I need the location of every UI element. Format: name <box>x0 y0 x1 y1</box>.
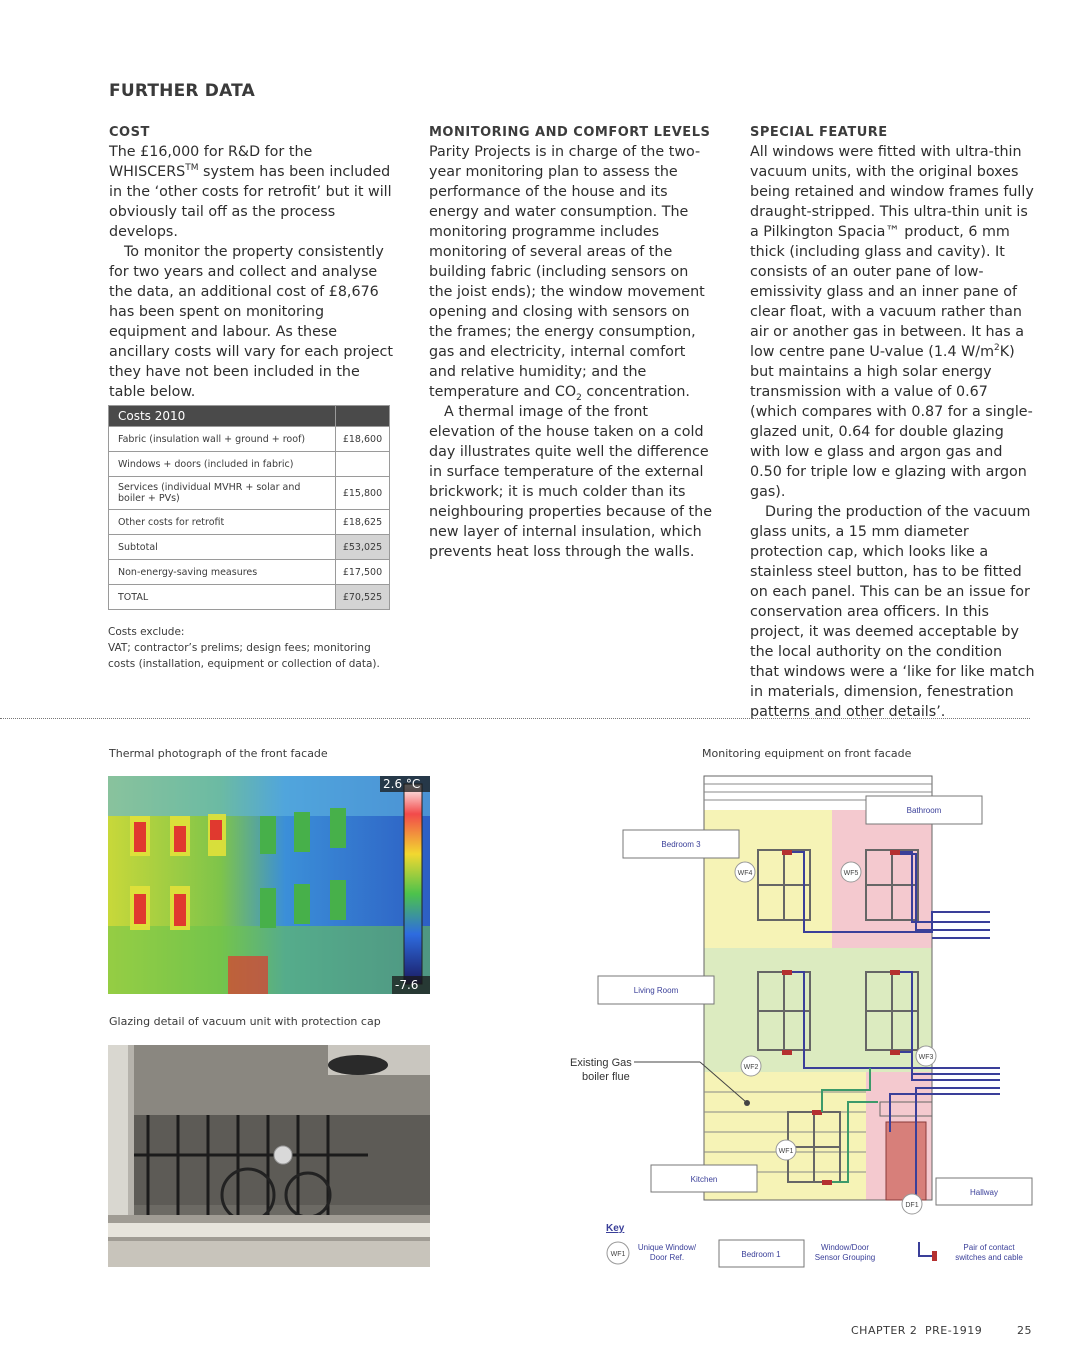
sensor-wf4: WF4 <box>737 870 753 877</box>
page-number: 25 <box>1017 1324 1032 1337</box>
thermal-image <box>108 776 430 994</box>
costs-note-title: Costs exclude: <box>108 626 185 638</box>
sensor-wf1: WF1 <box>778 1148 794 1155</box>
key-title: Key <box>606 1223 625 1234</box>
table-cell-value: £53,025 <box>336 535 390 560</box>
table-cell-label: Subtotal <box>109 535 336 560</box>
special-feature-heading: SPECIAL FEATURE <box>750 125 888 140</box>
sensor-df1: DF1 <box>905 1202 919 1209</box>
cost-paragraph-2: To monitor the property consistently for two years and collect and analyse the data, an additional cost of £8,676 has been spent on monitoring equipment and labour. As these ancillary costs will vary for each project they have not been included in the table below. <box>109 244 394 400</box>
table-cell-label: Non-energy-saving measures <box>109 560 336 585</box>
table-cell-label: Services (individual MVHR + solar and boiler + PVs) <box>109 477 336 510</box>
cost-paragraph-1: The £16,000 for R&D for the WHISCERS™ system has been included in the ‘other costs for retrofit’ but it will obviously tail off as the process develops. <box>109 144 392 240</box>
table-row <box>109 427 390 452</box>
sensor-wf2: WF2 <box>743 1064 759 1071</box>
room-label-bathroom: Bathroom <box>906 806 942 815</box>
room-label-living: Living Room <box>633 986 679 995</box>
table-cell-value: £15,800 <box>336 477 390 510</box>
costs-note <box>108 624 393 672</box>
room-label-bedroom3: Bedroom 3 <box>661 840 701 849</box>
thermal-caption: Thermal photograph of the front facade <box>109 747 328 760</box>
key-contact-line2: switches and cable <box>955 1253 1023 1262</box>
table-cell-label: Fabric (insulation wall + ground + roof) <box>109 427 336 452</box>
boiler-label-line1: Existing Gas <box>570 1057 632 1069</box>
room-label-hallway: Hallway <box>969 1188 999 1197</box>
table-row <box>109 510 390 535</box>
key-contact-line1: Pair of contact <box>963 1243 1015 1252</box>
page-title: FURTHER DATA <box>109 81 255 101</box>
cost-heading: COST <box>109 125 150 140</box>
footer-chapter: CHAPTER 2 <box>851 1324 918 1337</box>
special-paragraph-1: All windows were fitted with ultra-thin vacuum units, with the original boxes being retained and window frames fully draught-stripped. This ultra-thin unit is a Pilkington Spacia™ product, 6 mm thick (including glass and cavity). It consists of an outer pane of low-emissivity glass and an inner pane of clear float, with a vacuum rather than air or another gas in between. It has a low centre pane U-value (1.4 $W/m^2K$) but maintains a high solar energy transmission with a value of 0.67 (which compares with 0.87 for a single-glazed unit, 0.64 for double glazing with low e glass and argon gas and 0.50 for triple low e glazing with argon gas). <box>750 144 1034 500</box>
room-label-kitchen: Kitchen <box>690 1175 718 1184</box>
monitoring-caption: Monitoring equipment on front facade <box>702 747 912 760</box>
boiler-flue-marker <box>744 1100 750 1106</box>
table-cell-label: Windows + doors (included in fabric) <box>109 452 336 477</box>
monitoring-column <box>429 124 714 562</box>
costs-table-title: Costs 2010 <box>109 406 336 427</box>
table-cell-label: TOTAL <box>109 585 336 610</box>
table-row <box>109 585 390 610</box>
glazing-photograph <box>108 1045 430 1267</box>
table-cell-value: £18,625 <box>336 510 390 535</box>
costs-table-header-blank <box>336 406 390 427</box>
table-row <box>109 452 390 477</box>
key-ref-line1: Unique Window/ <box>637 1243 697 1252</box>
thermal-photograph <box>108 776 430 994</box>
footer-section: PRE-1919 <box>925 1324 983 1337</box>
table-cell-value: £17,500 <box>336 560 390 585</box>
glazing-caption: Glazing detail of vacuum unit with protection cap <box>109 1015 381 1028</box>
table-cell-value <box>336 452 390 477</box>
monitoring-paragraph-1: Parity Projects is in charge of the two-year monitoring plan to assess the performance of the house and its energy and water consumption. The monitoring programme includes monitoring of several areas of the building fabric (including sensors on the joist ends); the window movement opening and closing with sensors on the frames; the energy consumption, gas and electricity, internal comfort and relative humidity; and the temperature and $CO_2$ concentration. <box>429 144 705 403</box>
table-row <box>109 535 390 560</box>
costs-note-text: VAT; contractor’s prelims; design fees; monitoring costs (installation, equipment or collection of data). <box>108 642 380 670</box>
thermal-scale-min: -7.6 <box>395 978 419 992</box>
monitoring-paragraph-2: A thermal image of the front elevation of the house taken on a cold day illustrates quite well the difference in surface temperature of the external brickwork; it is much colder than its neighbouring properties because of the new layer of internal insulation, which prevents heat loss through the walls. <box>429 404 713 560</box>
key-cable-icon <box>919 1242 934 1256</box>
table-cell-value: £18,600 <box>336 427 390 452</box>
key-sample-ref: WF1 <box>610 1251 626 1258</box>
key-sample-room: Bedroom 1 <box>741 1250 781 1259</box>
glazing-image <box>108 1045 430 1267</box>
table-row <box>109 560 390 585</box>
special-feature-column <box>750 124 1035 722</box>
key-group-line2: Sensor Grouping <box>814 1253 876 1262</box>
key-group-line1: Window/Door <box>820 1243 870 1252</box>
cost-column <box>109 124 394 402</box>
monitoring-diagram <box>560 772 1040 1272</box>
sensor-wf3: WF3 <box>918 1054 934 1061</box>
costs-table <box>108 405 390 610</box>
facade-diagram <box>560 772 1040 1272</box>
monitoring-heading: MONITORING AND COMFORT LEVELS <box>429 125 711 140</box>
sensor-wf5: WF5 <box>843 870 859 877</box>
table-cell-label: Other costs for retrofit <box>109 510 336 535</box>
table-cell-value: £70,525 <box>336 585 390 610</box>
front-door <box>886 1122 926 1200</box>
key-ref-line2: Door Ref. <box>649 1253 685 1262</box>
table-row <box>109 477 390 510</box>
special-paragraph-2: During the production of the vacuum glass units, a 15 mm diameter protection cap, which looks like a stainless steel button, has to be fitted on each panel. This can be an issue for conservation area officers. In this project, it was deemed acceptable by the local authority on the condition that windows were a ‘like for like match in materials, dimension, fenestration patterns and other details’. <box>750 504 1035 720</box>
thermal-scale-max: 2.6 °C <box>383 777 421 791</box>
boiler-label-line2: boiler flue <box>582 1071 630 1083</box>
section-divider <box>0 718 1030 719</box>
